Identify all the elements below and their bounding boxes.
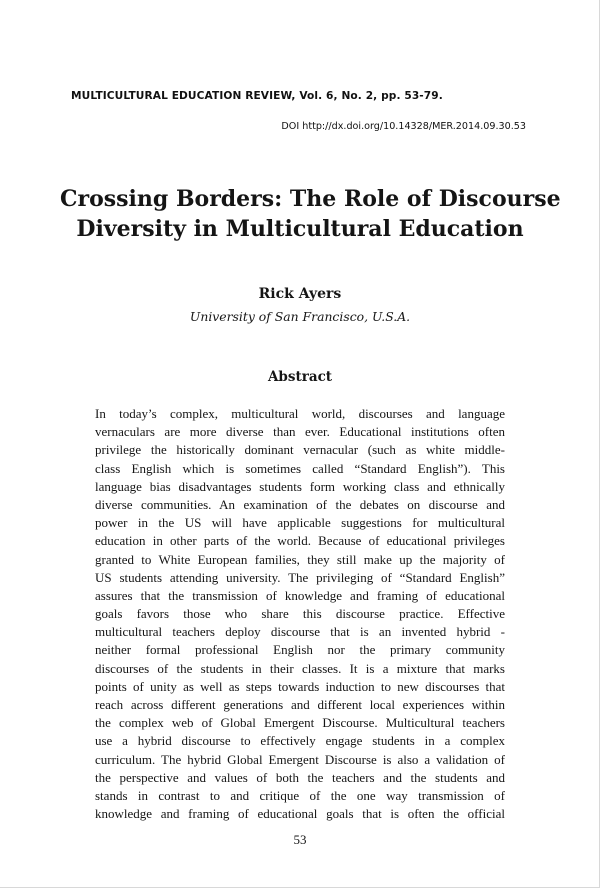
journal-citation: MULTICULTURAL EDUCATION REVIEW, Vol. 6, No. 2, pp. 53-79. [71, 90, 443, 102]
abstract-line: In today’s complex, multicultural world, discourses and language [95, 406, 505, 421]
article-title-line: Crossing Borders: The Role of Discourse [60, 186, 561, 212]
abstract-line: US students attending university. The privileging of “Standard English” [95, 569, 505, 585]
abstract-heading: Abstract [267, 369, 333, 385]
abstract-line: goals favors those who share this discourse practice. Effective [95, 606, 505, 622]
abstract-line: discourses of the students in their classes. It is a mixture that marks [95, 660, 505, 676]
abstract-line: diverse communities. An examination of the debates on discourse and [95, 496, 505, 512]
article-title-line: Diversity in Multicultural Education [76, 216, 524, 242]
abstract-line: multicultural teachers deploy discourse that is an invented hybrid - [95, 624, 505, 640]
author-name: Rick Ayers [258, 286, 342, 302]
abstract-line: class English which is sometimes called “Standard English”). This [95, 460, 505, 476]
author-affiliation: University of San Francisco, U.S.A. [189, 309, 411, 324]
abstract-line: points of unity as well as steps towards induction to new discourses that [95, 678, 505, 694]
abstract-line: power in the US will have applicable suggestions for multicultural [95, 515, 505, 531]
abstract-line: the complex web of Global Emergent Discourse. Multicultural teachers [95, 715, 505, 731]
abstract-line: privilege the historically dominant vernacular (such as white middle- [95, 442, 505, 458]
abstract-line: knowledge and framing of educational goals that is often the official [95, 806, 505, 822]
abstract-line: reach across different generations and different local experiences within [95, 697, 505, 712]
article-title [60, 184, 561, 244]
page-number: 53 [293, 832, 307, 847]
abstract-line: curriculum. The hybrid Global Emergent Discourse is also a validation of [95, 751, 505, 767]
abstract-line: vernaculars are more diverse than ever. Educational institutions often [95, 424, 505, 440]
abstract-line: the perspective and values of both the teachers and the students and [95, 769, 505, 785]
abstract-line: assures that the transmission of knowledge and framing of educational [95, 587, 505, 603]
doi-link[interactable]: DOI http://dx.doi.org/10.14328/MER.2014.09.30.53 [281, 121, 526, 132]
abstract-line: education in other parts of the world. Because of educational privileges [95, 533, 505, 549]
abstract-line: stands in contrast to and critique of the one way transmission of [95, 787, 505, 803]
abstract-line: use a hybrid discourse to effectively engage students in a complex [95, 733, 505, 749]
abstract-line: language bias disadvantages students form working class and ethnically [95, 478, 505, 494]
abstract-line: neither formal professional English nor the primary community [95, 642, 505, 658]
abstract-line: granted to White European families, they still make up the majority of [95, 551, 505, 567]
abstract-body [95, 405, 505, 823]
